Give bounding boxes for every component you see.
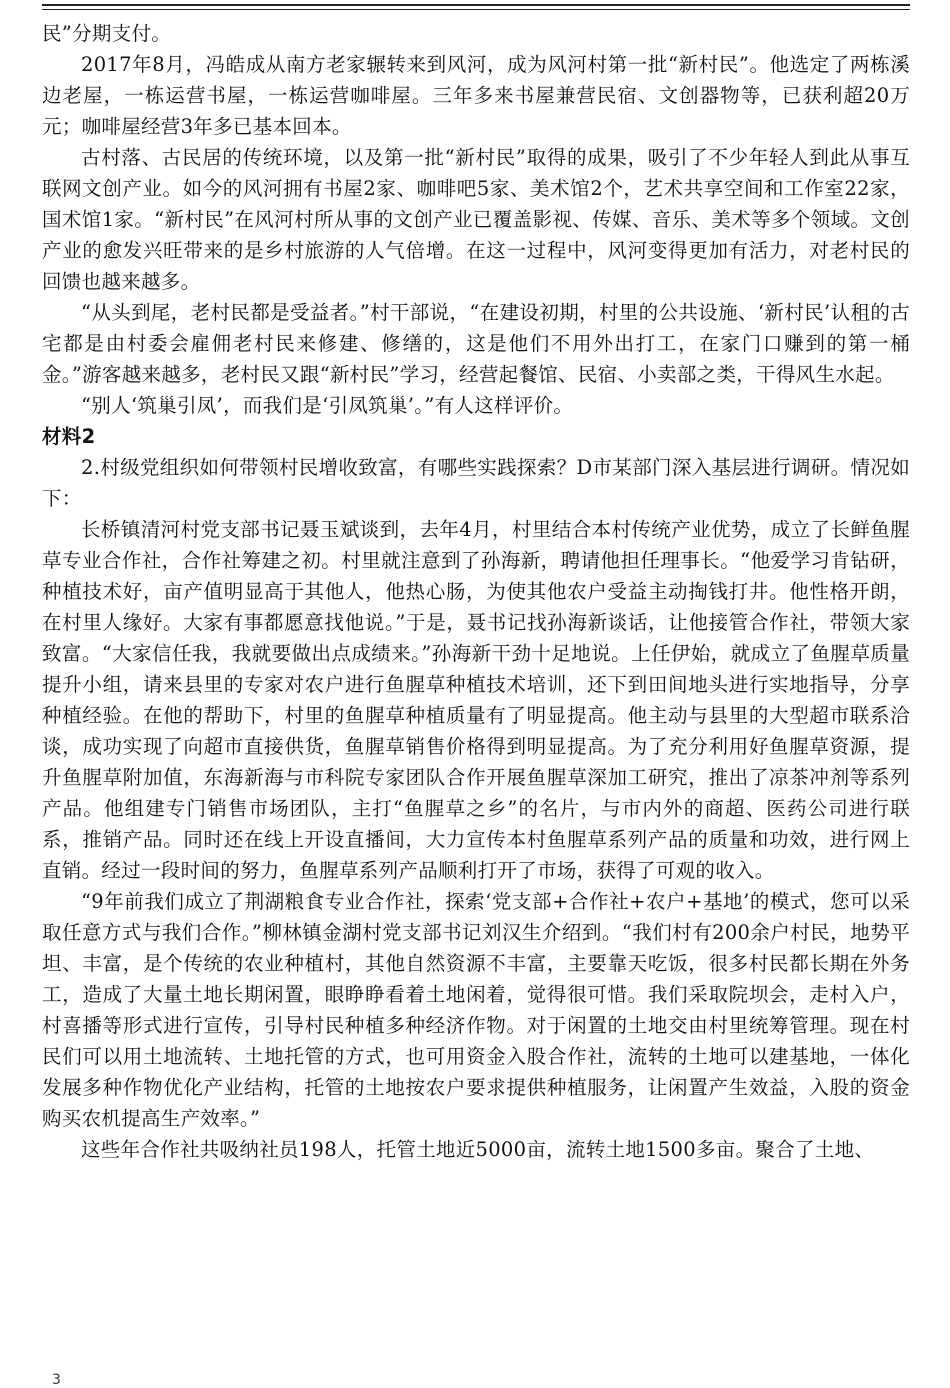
paragraph-cultural-industry: 古村落、古民居的传统环境，以及第一批“新村民”取得的成果，吸引了不少年轻人到此从事互联网文创产业。如今的风河拥有书屋2家、咖啡吧5家、美术馆2个，艺术共享空间和工作室22家，国术馆1家。“新村民”在风河村所从事的文创产业已覆盖影视、传媒、音乐、美术等多个领域。文创产业的愈发兴旺带来的是乡村旅游的人气倍增。在这一过程中，风河变得更加有活力，对老村民的回馈也越来越多。 (42, 146, 910, 293)
header-rule-thin (42, 9, 910, 10)
document-body (42, 18, 910, 1165)
paragraph-old-villagers: “从头到尾，老村民都是受益者。”村干部说，“在建设初期，村里的公共设施、‘新村民’认租的古宅都是由村委会雇佣老村民来修建、修缮的，这是他们不用外出打工，在家门口赚到的第一桶金。”游客越来越多，老村民又跟“新村民”学习，经营起餐馆、民宿、小卖部之类，干得风生水起。 (42, 301, 910, 386)
page-number: 3 (52, 1372, 61, 1388)
paragraph-evaluation: “别人‘筑巢引凤’，而我们是‘引凤筑巢’。”有人这样评价。 (81, 394, 574, 417)
paragraph-jinhu-village: “9年前我们成立了荆湖粮食专业合作社，探索‘党支部+合作社+农户+基地’的模式，您可以采取任意方式与我们合作。”柳林镇金湖村党支部书记刘汉生介绍到。“我们村有200余户村民，地势平坦、丰富，是个传统的农业种植村，其他自然资源不丰富，主要靠天吃饭，很多村民都长期在外务工，造成了大量土地长期闲置，眼睁睁看着土地闲着，觉得很可惜。我们采取院坝会，走村入户，村喜播等形式进行宣传，引导村民种植多种经济作物。对于闲置的土地交由村里统筹管理。现在村民们可以用土地流转、土地托管的方式，也可用资金入股合作社，流转的土地可以建基地，一体化发展多种作物优化产业结构，托管的土地按农户要求提供种植服务，让闲置产生效益，入股的资金购买农机提高生产效率。” (42, 890, 910, 1130)
paragraph-qinghe-village: 长桥镇清河村党支部书记聂玉斌谈到，去年4月，村里结合本村传统产业优势，成立了长鲜鱼腥草专业合作社，合作社筹建之初。村里就注意到了孙海新，聘请他担任理事长。“他爱学习肯钻研，种植技术好，亩产值明显高于其他人，他热心肠，为使其他农户受益主动掏钱打井。他性格开朗，在村里人缘好。大家有事都愿意找他说。”于是，聂书记找孙海新谈话，让他接管合作社，带领大家致富。“大家信任我，我就要做出点成绩来。”孙海新干劲十足地说。上任伊始，就成立了鱼腥草质量提升小组，请来县里的专家对农户进行鱼腥草种植技术培训，还下到田间地头进行实地指导，分享种植经验。在他的帮助下，村里的鱼腥草种植质量有了明显提高。他主动与县里的大型超市联系洽谈，成功实现了向超市直接供货，鱼腥草销售价格得到明显提高。为了充分利用好鱼腥草资源，提升鱼腥草附加值，东海新海与市科院专家团队合作开展鱼腥草深加工研究，推出了凉茶冲剂等系列产品。他组建专门销售市场团队，主打“鱼腥草之乡”的名片，与市内外的商超、医药公司进行联系，推销产品。同时还在线上开设直播间，大力宣传本村鱼腥草系列产品的质量和功效，进行网上直销。经过一段时间的努力，鱼腥草系列产品顺利打开了市场，获得了可观的收入。 (42, 518, 910, 882)
paragraph-feng-haocheng: 2017年8月，冯皓成从南方老家辗转来到风河，成为风河村第一批“新村民”。他选定了两栋溪边老屋，一栋运营书屋，一栋运营咖啡屋。三年多来书屋兼营民宿、文创器物等，已获利超20万元；咖啡屋经营3年多已基本回本。 (42, 53, 910, 138)
paragraph-question-2: 2.村级党组织如何带领村民增收致富，有哪些实践探索？D市某部门深入基层进行调研。情况如下： (42, 456, 910, 510)
section-heading-material-2: 材料2 (42, 425, 96, 448)
paragraph-cooperative-stats: 这些年合作社共吸纳社员198人，托管土地近5000亩，流转土地1500多亩。聚合了土地、 (81, 1138, 875, 1161)
header-rule-thick (42, 4, 910, 6)
paragraph-continuation: 民”分期支付。 (42, 22, 172, 45)
